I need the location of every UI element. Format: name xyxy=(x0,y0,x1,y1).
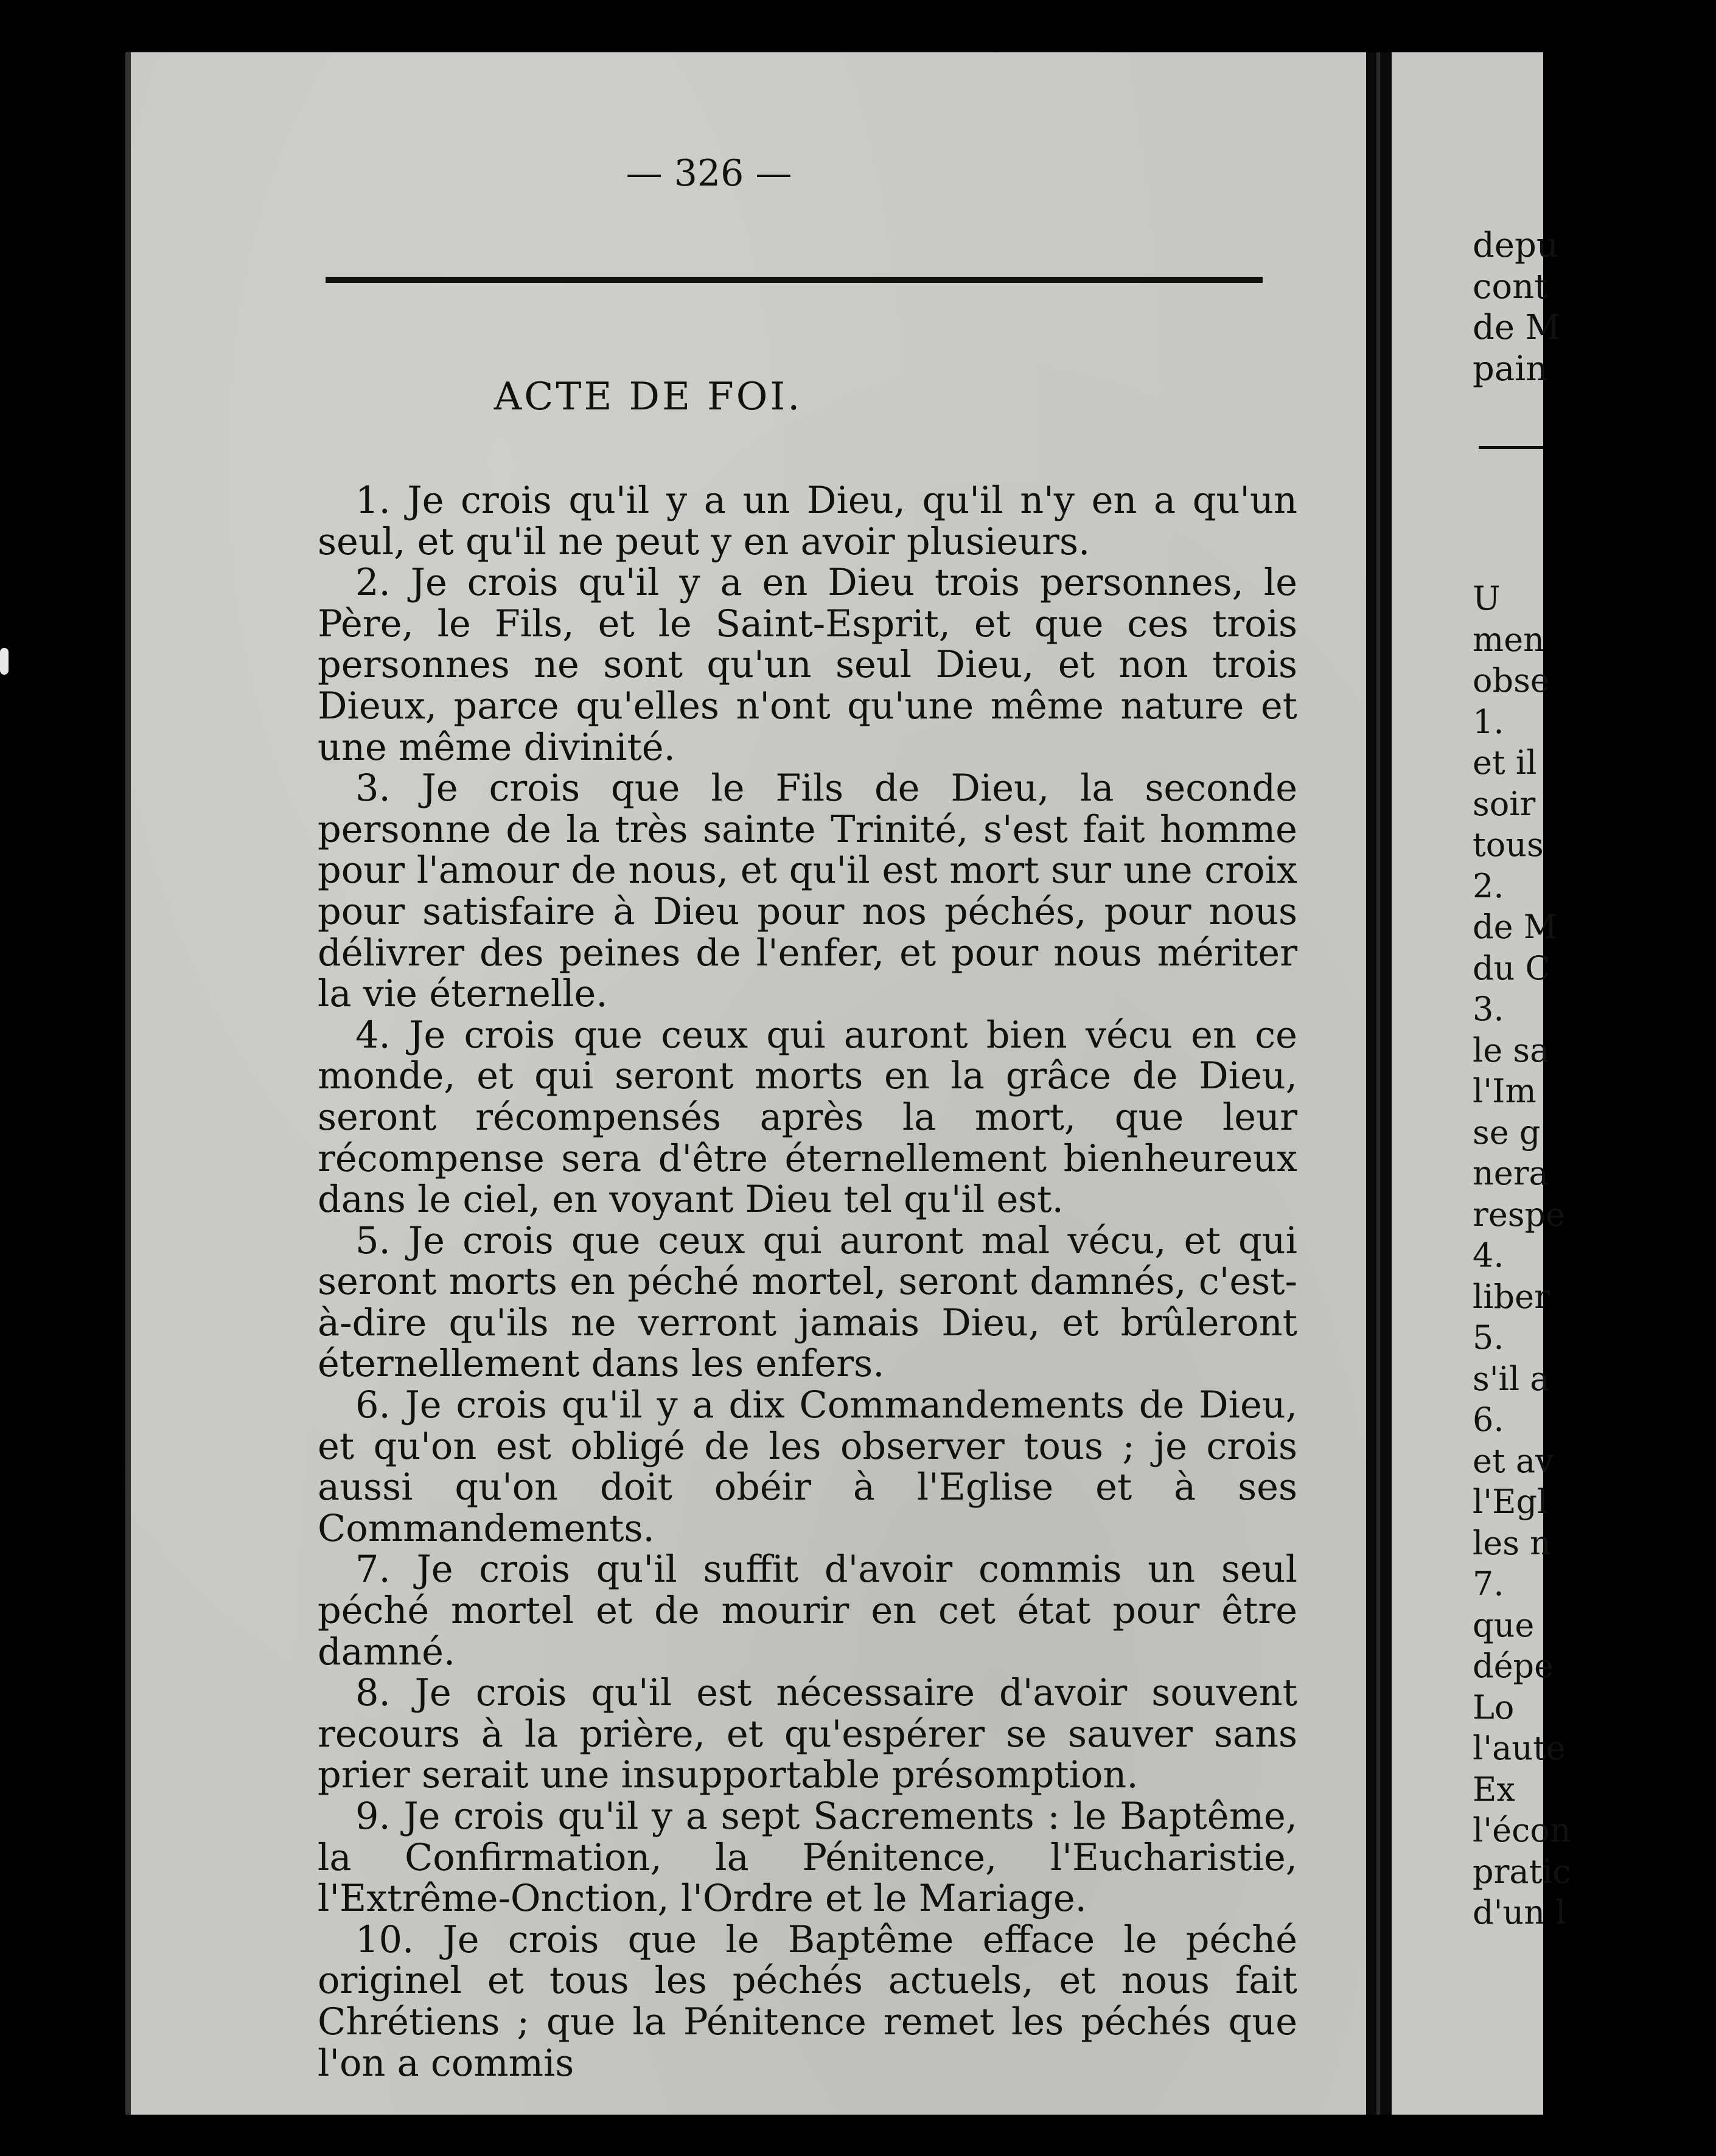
article-7: 7. Je crois qu'il suffit d'avoir commis un seul péché mortel et de mourir en cet état pour être damné. xyxy=(318,1548,1297,1674)
body-text xyxy=(318,481,1297,2084)
right-fragment-line: obse xyxy=(1473,661,1550,700)
article-1: 1. Je crois qu'il y a un Dieu, qu'il n'y en a qu'un seul, et qu'il ne peut y en avoir plusieurs. xyxy=(318,479,1297,563)
right-page-top-lines xyxy=(1473,225,1560,390)
right-fragment-line: de M xyxy=(1473,308,1561,348)
right-fragment-line: et il xyxy=(1473,743,1537,782)
right-fragment-line: du C xyxy=(1473,948,1550,987)
article-2: 2. Je crois qu'il y a en Dieu trois personnes, le Père, le Fils, et le Saint-Esprit, et que ces trois personnes ne sont qu'un seul Dieu, et non trois Dieux, parce qu'elles n'ont qu'une même nature et une même divinité. xyxy=(318,562,1297,769)
margin-blemish xyxy=(0,648,9,675)
right-fragment-line: depu xyxy=(1473,226,1558,265)
right-fragment-line: tous xyxy=(1473,826,1544,864)
right-fragment-line: que xyxy=(1473,1605,1535,1644)
right-fragment-line: men xyxy=(1473,620,1544,659)
right-fragment-line: Ex xyxy=(1473,1770,1515,1809)
section-title: ACTE DE FOI. xyxy=(494,374,803,419)
right-page-rule xyxy=(1479,446,1543,449)
header-rule xyxy=(326,277,1263,283)
right-fragment-line: 5. xyxy=(1473,1318,1504,1357)
right-fragment-line: 6. xyxy=(1473,1400,1504,1439)
article-9: 9. Je crois qu'il y a sept Sacrements : le Baptême, la Confirmation, la Pénitence, l'Eucharistie, l'Extrême-Onction, l'Ordre et le Mariage. xyxy=(318,1795,1297,1921)
article-4: 4. Je crois que ceux qui auront bien vécu en ce monde, et qui seront morts en la grâce de Dieu, seront récompensés après la mort, que leur récompense sera d'être éternellement bienheureux dans le ciel, en voyant Dieu tel qu'il est. xyxy=(318,1014,1297,1222)
right-fragment-line: se g xyxy=(1473,1113,1541,1152)
right-fragment-line: d'un l xyxy=(1473,1893,1566,1932)
right-fragment-line: nera xyxy=(1473,1154,1549,1192)
article-5: 5. Je crois que ceux qui auront mal vécu, et qui seront morts en péché mortel, seront damnés, c'est-à-dire qu'ils ne verront jamais Dieu, et brûleront éternellement dans les enfers. xyxy=(318,1219,1297,1386)
right-fragment-line: pain xyxy=(1473,349,1548,389)
article-6: 6. Je crois qu'il y a dix Commandements de Dieu, et qu'on est obligé de les observer tous ; je crois aussi qu'on doit obéir à l'Eglise et à ses Commandements. xyxy=(318,1384,1297,1550)
right-fragment-line: 4. xyxy=(1473,1236,1504,1274)
article-10: 10. Je crois que le Baptême efface le péché originel et tous les péchés actuels, et nous fait Chrétiens ; que la Pénitence remet les péchés que l'on a commis xyxy=(318,1918,1297,2085)
right-fragment-line: s'il a xyxy=(1473,1359,1550,1398)
right-fragment-line: l'Egl xyxy=(1473,1483,1548,1521)
right-fragment-line: dépe xyxy=(1473,1647,1554,1685)
right-fragment-line: U xyxy=(1473,579,1501,617)
right-fragment-line: 3. xyxy=(1473,990,1504,1028)
right-fragment-line: respe xyxy=(1473,1195,1566,1234)
right-fragment-line: 2. xyxy=(1473,866,1504,905)
page-number: — 326 — xyxy=(626,152,792,195)
right-fragment-line: le sa xyxy=(1473,1031,1550,1069)
right-fragment-line: l'aute xyxy=(1473,1729,1566,1767)
right-fragment-line: de M xyxy=(1473,908,1557,946)
article-3: 3. Je crois que le Fils de Dieu, la seconde personne de la très sainte Trinité, s'est fait homme pour l'amour de nous, et qu'il est mort sur une croix pour satisfaire à Dieu pour nos péchés, pour nous délivrer des peines de l'enfer, et pour nous mériter la vie éternelle. xyxy=(318,767,1297,1016)
gutter-shadow xyxy=(1376,52,1380,2115)
article-8: 8. Je crois qu'il est nécessaire d'avoir souvent recours à la prière, et qu'espérer se sauver sans prier serait une insupportable présomption. xyxy=(318,1672,1297,1797)
right-fragment-line: 7. xyxy=(1473,1565,1504,1603)
right-page-fragments xyxy=(1473,225,1716,389)
right-fragment-line: et av xyxy=(1473,1441,1554,1480)
right-fragment-line: liber xyxy=(1473,1277,1550,1316)
right-fragment-line: les n xyxy=(1473,1523,1551,1562)
right-fragment-line: cont xyxy=(1473,266,1548,307)
right-fragment-line: soir xyxy=(1473,784,1536,823)
right-fragment-line: l'écon xyxy=(1473,1811,1571,1849)
right-page-main-lines xyxy=(1473,578,1571,1933)
right-fragment-line: 1. xyxy=(1473,702,1504,741)
right-fragment-line: l'Im xyxy=(1473,1072,1536,1110)
right-fragment-line: pratic xyxy=(1473,1852,1571,1891)
right-fragment-line: Lo xyxy=(1473,1688,1515,1727)
